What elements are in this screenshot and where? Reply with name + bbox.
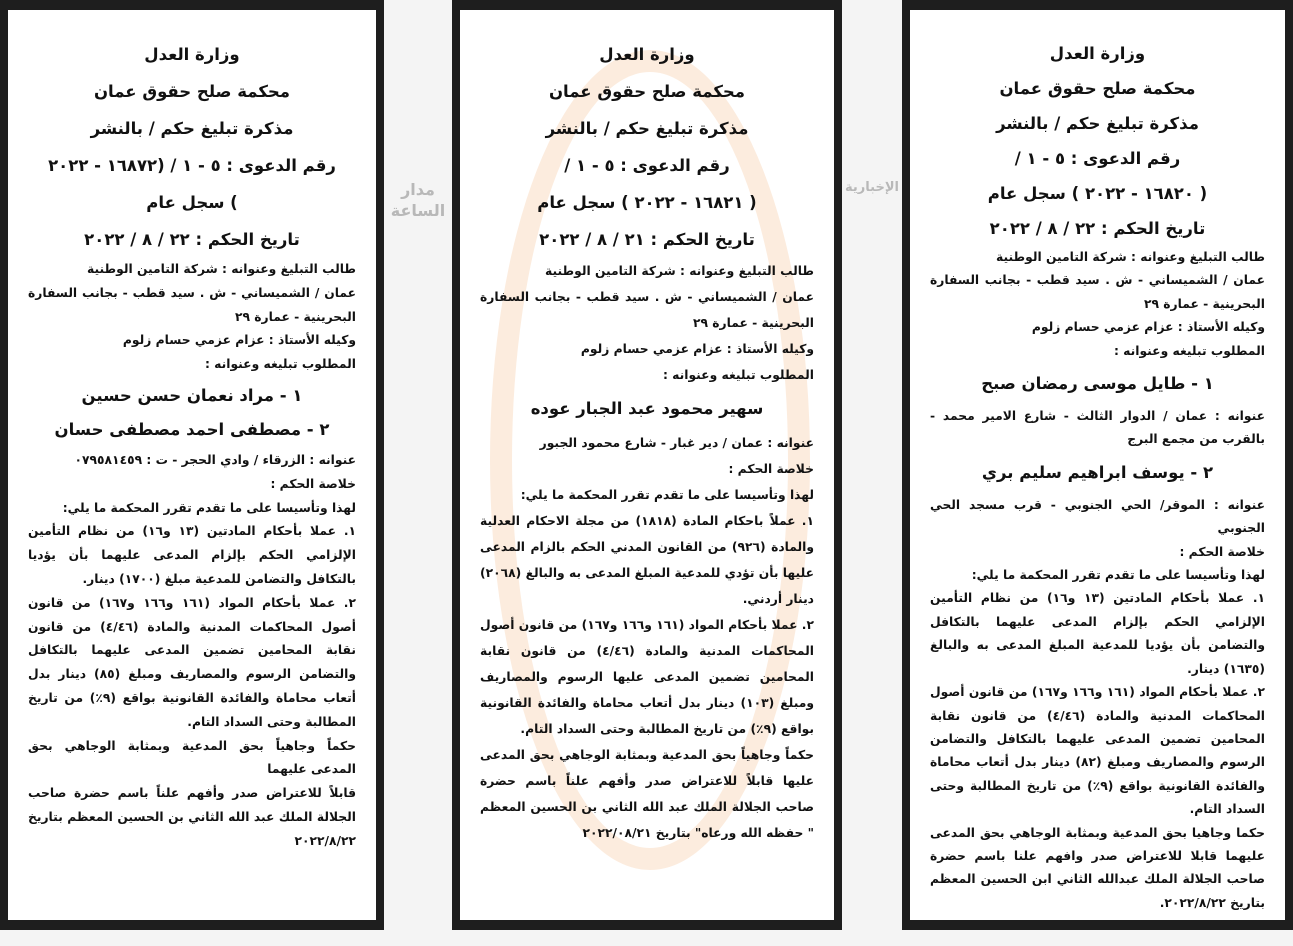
notice-paragraph: المطلوب تبليغه وعنوانه : xyxy=(1113,343,1265,358)
judgment-date: تاريخ الحكم : ٢٢ / ٨ / ٢٠٢٢ xyxy=(84,230,300,249)
case-number: رقم الدعوى : ٥ - ١ / xyxy=(1014,149,1181,168)
watermark-brand: مدار الساعة xyxy=(390,180,446,220)
judgment-date: تاريخ الحكم : ٢٢ / ٨ / ٢٠٢٢ xyxy=(989,219,1206,238)
judgment-date: تاريخ الحكم : ٢١ / ٨ / ٢٠٢٢ xyxy=(539,230,755,249)
court-name: محكمة صلح حقوق عمان xyxy=(548,82,746,101)
case-register: ( ١٦٨٢١ - ٢٠٢٢ ) سجل عام xyxy=(537,193,757,212)
notice-paragraph: لهذا وتأسيسا على ما تقدم تقرر المحكمة ما يلي: xyxy=(971,568,1265,583)
notice-paragraph: عنوانه : الزرقاء / وادي الحجر - ت : ٠٧٩٥٨١٤٥٩ xyxy=(74,452,356,467)
defendant-name: ١ - طايل موسى رمضان صبح xyxy=(981,374,1214,394)
notice-panel-left xyxy=(0,0,384,930)
defendant-name: ١ - مراد نعمان حسن حسين xyxy=(81,385,303,405)
notice-paragraph: ٢. عملا بأحكام المواد (١٦١ و١٦٦ و١٦٧) من قانون أصول المحاكمات المدنية والمادة (٤/٤٦) من قانون نقابة المحامين تضمين المدعى عليهما بالتكافل والتضامن الرسوم والمصاريف ومبلغ (٨٢) دينار بدل أتعاب محاماة والفائدة القانونية بواقع (٩٪) من تاريخ المطالبة وحتى السداد التام. xyxy=(930,685,1265,817)
ministry-title: وزارة العدل xyxy=(599,45,695,64)
notice-paragraph: عنوانه : عمان / الدوار الثالث - شارع الامير محمد - بالقرب من مجمع البرج xyxy=(930,409,1265,447)
notice-content xyxy=(910,10,1285,915)
court-name: محكمة صلح حقوق عمان xyxy=(999,79,1196,98)
notice-paragraph: ٢. عملا بأحكام المواد (١٦١ و١٦٦ و١٦٧) من قانون أصول المحاكمات المدنية والمادة (٤/٤٦) من قانون نقابة المحامين تضمين المدعى عليهما بالتكافل والتضامن الرسوم والمصاريف ومبلغ (٨٥) دينار بدل أتعاب محاماة والفائدة القانونية بواقع (٩٪) من تاريخ المطالبة وحتى السداد التام. xyxy=(28,595,357,729)
notice-paragraph: وكيله الأستاذ : عزام عزمي حسام زلوم xyxy=(122,333,356,348)
notice-title: مذكرة تبليغ حكم / بالنشر xyxy=(545,119,749,138)
notice-paragraph: خلاصة الحكم : xyxy=(1179,544,1265,559)
case-number: رقم الدعوى : ٥ - ١ / (١٦٨٧٢ - ٢٠٢٢ xyxy=(48,156,336,175)
defendant-name: ٢ - مصطفى احمد مصطفى حسان xyxy=(54,419,330,439)
notice-paragraph: ٢. عملا بأحكام المواد (١٦١ و١٦٦ و١٦٧) من قانون أصول المحاكمات المدنية والمادة (٤/٤٦) من قانون نقابة المحامين تضمين المدعى عليها الرسوم والمصاريف ومبلغ (١٠٣) دينار بدل أتعاب محاماة والفائدة القانونية بواقع (٩٪) من تاريخ المطالبة وحتى السداد التام. xyxy=(480,618,814,736)
notice-paragraph: المطلوب تبليغه وعنوانه : xyxy=(204,357,356,372)
notice-paragraph: عنوانه : عمان / دير غبار - شارع محمود الجبور xyxy=(539,436,814,450)
notice-paragraph: عمان / الشميساني - ش . سيد قطب - بجانب السفارة البحرينية - عمارة ٢٩ xyxy=(480,290,814,330)
ministry-title: وزارة العدل xyxy=(1049,44,1146,63)
notice-paragraph: عمان / الشميساني - ش . سيد قطب - بجانب السفارة البحرينية - عمارة ٢٩ xyxy=(930,273,1265,311)
notice-paragraph: لهذا وتأسيسا على ما تقدم تقرر المحكمة ما يلي: xyxy=(62,500,356,515)
notice-paragraph: لهذا وتأسيسا على ما تقدم تقرر المحكمة ما يلي: xyxy=(520,488,814,502)
notice-content xyxy=(8,10,376,854)
notice-content xyxy=(460,10,834,846)
notice-paragraph: وكيله الأستاذ : عزام عزمي حسام زلوم xyxy=(580,342,814,356)
case-register: ( ١٦٨٢٠ - ٢٠٢٢ ) سجل عام xyxy=(987,184,1208,203)
court-name: محكمة صلح حقوق عمان xyxy=(93,82,291,101)
notice-panel-right xyxy=(902,0,1293,930)
notice-title: مذكرة تبليغ حكم / بالنشر xyxy=(996,114,1199,133)
watermark-subtitle: الإخبارية xyxy=(845,180,899,195)
notice-paragraph: خلاصة الحكم : xyxy=(728,462,814,476)
defendant-name: ٢ - يوسف ابراهيم سليم بري xyxy=(981,462,1214,482)
case-register: ) سجل عام xyxy=(146,193,238,212)
notice-paragraph: طالب التبليغ وعنوانه : شركة التامين الوطنية xyxy=(996,250,1265,264)
notice-paragraph: ١. عملا بأحكام المادتين (١٣ و١٦) من نظام التأمين الإلزامي الحكم بإلزام المدعى عليهما بالتكافل والتضامن بأن يؤديا للمدعية المبلغ المدعى به والبالغ (١٦٣٥) دينار. xyxy=(930,591,1266,676)
notice-paragraph: المطلوب تبليغه وعنوانه : xyxy=(662,368,814,382)
notice-paragraph: ١. عملا بأحكام المادتين (١٣ و١٦) من نظام التأمين الإلزامي الحكم بإلزام المدعى عليهما بأن يؤديا بالتكافل والتضامن للمدعية مبلغ (١٧٠٠) دينار. xyxy=(28,524,357,586)
notice-paragraph: طالب التبليغ وعنوانه : شركة التامين الوطنية xyxy=(545,264,814,278)
notice-title: مذكرة تبليغ حكم / بالنشر xyxy=(90,119,294,138)
case-number: رقم الدعوى : ٥ - ١ / xyxy=(564,156,730,175)
notice-paragraph: ١. عملاً باحكام المادة (١٨١٨) من مجلة الاحكام العدلية والمادة (٩٢٦) من القانون المدني الحكم بالزام المدعى عليها بأن تؤدي للمدعية المبلغ المدعى به والبالغ (٢٠٦٨) دينار أردني. xyxy=(480,514,814,606)
defendant-name: سهير محمود عبد الجبار عوده xyxy=(530,399,764,418)
notice-paragraph: حكماً وجاهياً بحق المدعية وبمثابة الوجاهي بحق المدعى عليهما xyxy=(28,738,356,777)
notice-paragraph: حكما وجاهيا بحق المدعية وبمثابة الوجاهي بحق المدعى عليهما قابلا للاعتراض صدر وافهم علنا باسم حضرة صاحب الجلالة الملك عبدالله الثاني ابن الحسين المعظم بتاريخ ٢٠٢٢/٨/٢٢. xyxy=(930,825,1265,910)
notice-paragraph: حكماً وجاهياً بحق المدعية وبمثابة الوجاهي بحق المدعى عليها قابلاً للاعتراض صدر وأفهم علناً باسم حضرة صاحب الجلالة الملك عبد الله الثاني بن الحسين المعظم " حفظه الله ورعاه" بتاريخ ٢٠٢٢/٠٨/٢١ xyxy=(480,748,814,840)
notice-paragraph: طالب التبليغ وعنوانه : شركة التامين الوطنية xyxy=(87,262,356,276)
notice-paragraph: وكيله الأستاذ : عزام عزمي حسام زلوم xyxy=(1031,320,1265,335)
notice-paragraph: قابلاً للاعتراض صدر وأفهم علناً باسم حضرة صاحب الجلالة الملك عبد الله الثاني بن الحسين المعظم بتاريخ ٢٠٢٢/٨/٢٢ xyxy=(28,786,356,848)
notice-paragraph: عنوانه : الموقر/ الحي الجنوبي - قرب مسجد الحي الجنوبي xyxy=(930,497,1265,536)
notice-paragraph: خلاصة الحكم : xyxy=(270,476,356,491)
notice-panel-middle xyxy=(452,0,842,930)
notice-paragraph: عمان / الشميساني - ش . سيد قطب - بجانب السفارة البحرينية - عمارة ٢٩ xyxy=(28,285,356,324)
ministry-title: وزارة العدل xyxy=(144,45,240,64)
